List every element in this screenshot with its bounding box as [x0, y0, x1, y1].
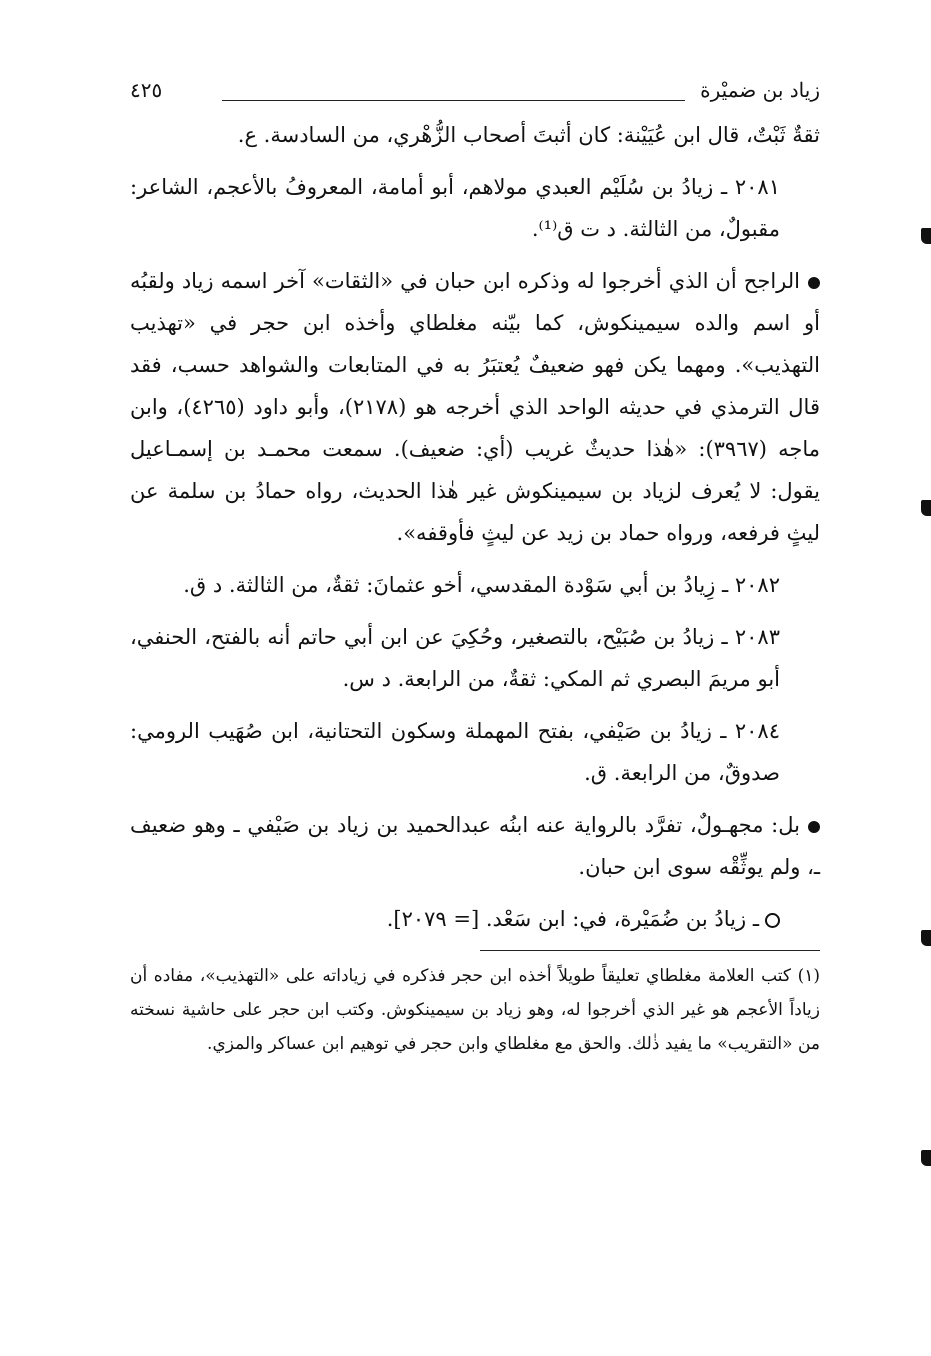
entry-text: ثقةٌ ثَبْتٌ، قال ابن عُيَيْنة: كان أثبتَ أصحاب الزُّهْري، من السادسة. ع. [237, 123, 820, 147]
entry-text: ٢٠٨٣ ـ زيادُ بن صُبَيْح، بالتصغير، وحُكِيَ عن ابن أبي حاتم أنه بالفتح، الحنفي، أبو مريمَ البصري ثم المكي: ثقةٌ، من الرابعة. د س. [130, 625, 780, 691]
commentary-text [130, 804, 820, 888]
entry-cross-reference [130, 898, 820, 940]
entry-text [130, 898, 820, 940]
footnote [130, 959, 820, 1061]
commentary-2081 [130, 260, 820, 554]
entry-text: ٢٠٨٤ ـ زيادُ بن صَيْفي، بفتح المهملة وسكون التحتانية، ابن صُهَيب الرومي: صدوقٌ، من الرابعة. ق. [130, 719, 780, 785]
entry-continuation [130, 114, 820, 156]
entry-text: ٢٠٨٢ ـ زِيادُ بن أبي سَوْدة المقدسي، أخو عثمانَ: ثقةٌ، من الثالثة. د ق. [183, 573, 780, 597]
page-number: ٤٢٥ [130, 78, 163, 102]
entry-2084 [130, 710, 820, 794]
entry-2081 [130, 166, 820, 250]
header-rule [222, 100, 685, 101]
entry-text: ٢٠٨١ ـ زيادُ بن سُلَيْم العبدي مولاهم، أبو أمامة، المعروفُ بالأعجم، الشاعر: مقبولٌ، من الثالثة. د ت ق⁽¹⁾. [130, 175, 780, 241]
page [130, 70, 820, 1061]
circle-icon [765, 913, 780, 928]
footnote-text: (١) كتب العلامة مغلطاي تعليقاً طويلاً أخذه ابن حجر فذكره في زياداته على «التهذيب»، مفاده أن زياداً الأعجم هو غير الذي أخرجوا له، وهو زياد بن سيمينكوش. وكتب ابن حجر على حاشية نسخته من «التقريب» ما يفيد ذٰلك. والحق مع مغلطاي وابن حجر في توهيم ابن عساكر والمزي. [130, 966, 820, 1054]
commentary-body: بل: مجهـولٌ، تفرَّد بالرواية عنه ابنُه عبدالحميد بن زياد بن صَيْفي ـ وهو ضعيف ـ، ولم يوثِّقْه سوى ابن حبان. [130, 813, 820, 879]
entry-2083 [130, 616, 820, 700]
commentary-body: الراجح أن الذي أخرجوا له وذكره ابن حبان في «الثقات» آخر اسمه زياد ولقبُه أو اسم والده سيمينكوش، كما بيّنه مغلطاي وأخذه ابن حجر في «تهذيب التهذيب». ومهما يكن فهو ضعيفٌ يُعتبَرُ به في المتابعات والشواهد حسب، فقد قال الترمذي في حديثه الواحد الذي أخرجه هو (٢١٧٨)، وأبو داود (٤٢٦٥)، وابن ماجه (٣٩٦٧): «هٰذا حديثٌ غريب (أي: ضعيف). سمعت محمـد بن إسمـاعيل يقول: لا يُعرف لزياد بن سيمينكوش غير هٰذا الحديث، رواه حمادُ بن سلمة عن ليثٍ فرفعه، ورواه حماد بن زيد عن ليثٍ فأوقفه». [130, 269, 820, 545]
margin-mark [921, 930, 931, 946]
commentary-text [130, 260, 820, 554]
running-title: زياد بن ضميْرة [700, 78, 820, 102]
commentary-2084 [130, 804, 820, 888]
bullet-icon [808, 821, 820, 833]
margin-mark [921, 228, 931, 244]
margin-mark [921, 1150, 931, 1166]
cross-reference-text: ـ زيادُ بن ضُمَيْرة، في: ابن سَعْد. [= ٢٠٧٩]. [386, 907, 759, 931]
footnote-separator [480, 950, 820, 951]
entry-2082 [130, 564, 820, 606]
bullet-icon [808, 277, 820, 289]
margin-mark [921, 500, 931, 516]
page-header [130, 70, 820, 114]
